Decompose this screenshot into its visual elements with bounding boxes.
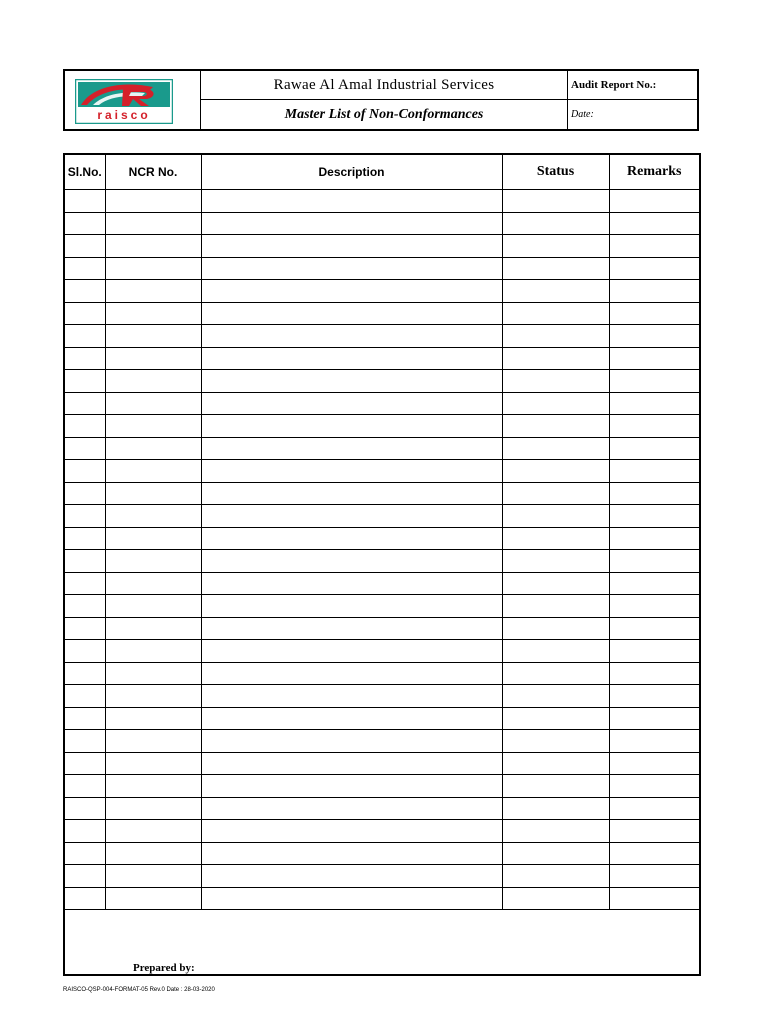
form-title-row xyxy=(201,100,567,129)
svg-text:raisco: raisco xyxy=(97,108,151,122)
status-cell[interactable] xyxy=(502,752,609,775)
status-cell[interactable] xyxy=(502,257,609,280)
sl-no-cell[interactable] xyxy=(64,527,105,550)
description-cell[interactable] xyxy=(201,437,502,460)
status-cell[interactable] xyxy=(502,460,609,483)
remarks-cell[interactable] xyxy=(609,302,700,325)
remarks-cell[interactable] xyxy=(609,482,700,505)
date-label: Date: xyxy=(571,109,594,120)
status-cell[interactable] xyxy=(502,212,609,235)
ncr-no-cell[interactable] xyxy=(105,460,201,483)
table-row xyxy=(64,235,700,258)
table-row xyxy=(64,595,700,618)
sl-no-cell[interactable] xyxy=(64,482,105,505)
ncr-no-cell[interactable] xyxy=(105,302,201,325)
description-cell[interactable] xyxy=(201,527,502,550)
status-cell[interactable] xyxy=(502,820,609,843)
sl-no-cell[interactable] xyxy=(64,887,105,910)
column-header-remarks: Remarks xyxy=(609,154,700,190)
remarks-cell[interactable] xyxy=(609,865,700,888)
sl-no-cell[interactable] xyxy=(64,775,105,798)
table-row xyxy=(64,752,700,775)
sl-no-cell[interactable] xyxy=(64,370,105,393)
sl-no-cell[interactable] xyxy=(64,212,105,235)
table-row xyxy=(64,190,700,213)
ncr-no-cell[interactable] xyxy=(105,347,201,370)
remarks-cell[interactable] xyxy=(609,370,700,393)
table-row xyxy=(64,572,700,595)
ncr-no-cell[interactable] xyxy=(105,505,201,528)
sl-no-cell[interactable] xyxy=(64,685,105,708)
sl-no-cell[interactable] xyxy=(64,325,105,348)
remarks-cell[interactable] xyxy=(609,437,700,460)
description-cell[interactable] xyxy=(201,640,502,663)
prepared-by-label: Prepared by: xyxy=(133,962,195,974)
ncr-no-cell[interactable] xyxy=(105,820,201,843)
prepared-by-cell[interactable] xyxy=(64,910,700,976)
column-header-description: Description xyxy=(201,154,502,190)
table-row xyxy=(64,437,700,460)
sl-no-cell[interactable] xyxy=(64,662,105,685)
ncr-no-cell[interactable] xyxy=(105,730,201,753)
ncr-no-cell[interactable] xyxy=(105,842,201,865)
sl-no-cell[interactable] xyxy=(64,550,105,573)
table-row xyxy=(64,685,700,708)
status-cell[interactable] xyxy=(502,595,609,618)
column-header-sl-no: Sl.No. xyxy=(64,154,105,190)
description-cell[interactable] xyxy=(201,235,502,258)
remarks-cell[interactable] xyxy=(609,640,700,663)
status-cell[interactable] xyxy=(502,392,609,415)
status-cell[interactable] xyxy=(502,640,609,663)
description-cell[interactable] xyxy=(201,662,502,685)
status-cell[interactable] xyxy=(502,887,609,910)
table-row xyxy=(64,550,700,573)
description-cell[interactable] xyxy=(201,685,502,708)
ncr-no-cell[interactable] xyxy=(105,640,201,663)
remarks-cell[interactable] xyxy=(609,325,700,348)
status-cell[interactable] xyxy=(502,302,609,325)
ncr-no-cell[interactable] xyxy=(105,482,201,505)
ncr-no-cell[interactable] xyxy=(105,437,201,460)
status-cell[interactable] xyxy=(502,550,609,573)
description-cell[interactable] xyxy=(201,775,502,798)
table-row xyxy=(64,392,700,415)
table-row xyxy=(64,280,700,303)
ncr-no-cell[interactable] xyxy=(105,707,201,730)
sl-no-cell[interactable] xyxy=(64,707,105,730)
table-row xyxy=(64,257,700,280)
ncr-no-cell[interactable] xyxy=(105,325,201,348)
description-cell[interactable] xyxy=(201,370,502,393)
ncr-no-cell[interactable] xyxy=(105,257,201,280)
description-cell[interactable] xyxy=(201,212,502,235)
remarks-cell[interactable] xyxy=(609,595,700,618)
table-row xyxy=(64,347,700,370)
status-cell[interactable] xyxy=(502,370,609,393)
status-cell[interactable] xyxy=(502,505,609,528)
remarks-cell[interactable] xyxy=(609,280,700,303)
table-header-row xyxy=(64,154,700,190)
ncr-no-cell[interactable] xyxy=(105,415,201,438)
ncr-no-cell[interactable] xyxy=(105,595,201,618)
table-row xyxy=(64,730,700,753)
remarks-cell[interactable] xyxy=(609,707,700,730)
remarks-cell[interactable] xyxy=(609,662,700,685)
remarks-cell[interactable] xyxy=(609,887,700,910)
description-cell[interactable] xyxy=(201,415,502,438)
sl-no-cell[interactable] xyxy=(64,865,105,888)
sl-no-cell[interactable] xyxy=(64,460,105,483)
remarks-cell[interactable] xyxy=(609,235,700,258)
remarks-cell[interactable] xyxy=(609,550,700,573)
ncr-no-cell[interactable] xyxy=(105,190,201,213)
status-cell[interactable] xyxy=(502,842,609,865)
table-row xyxy=(64,370,700,393)
remarks-cell[interactable] xyxy=(609,212,700,235)
sl-no-cell[interactable] xyxy=(64,595,105,618)
meta-cell xyxy=(568,71,697,129)
table-row xyxy=(64,302,700,325)
sl-no-cell[interactable] xyxy=(64,640,105,663)
ncr-no-cell[interactable] xyxy=(105,212,201,235)
table-row xyxy=(64,415,700,438)
ncr-no-cell[interactable] xyxy=(105,775,201,798)
remarks-cell[interactable] xyxy=(609,685,700,708)
form-header xyxy=(63,69,699,131)
company-name: Rawae Al Amal Industrial Services xyxy=(273,76,495,93)
form-title: Master List of Non-Conformances xyxy=(284,106,484,122)
description-cell[interactable] xyxy=(201,572,502,595)
description-cell[interactable] xyxy=(201,347,502,370)
sl-no-cell[interactable] xyxy=(64,302,105,325)
sl-no-cell[interactable] xyxy=(64,842,105,865)
table-row xyxy=(64,212,700,235)
ncr-no-cell[interactable] xyxy=(105,370,201,393)
description-cell[interactable] xyxy=(201,302,502,325)
status-cell[interactable] xyxy=(502,280,609,303)
ncr-no-cell[interactable] xyxy=(105,887,201,910)
status-cell[interactable] xyxy=(502,775,609,798)
prepared-by-row xyxy=(64,910,700,976)
remarks-cell[interactable] xyxy=(609,752,700,775)
status-cell[interactable] xyxy=(502,190,609,213)
sl-no-cell[interactable] xyxy=(64,797,105,820)
remarks-cell[interactable] xyxy=(609,820,700,843)
table-row xyxy=(64,775,700,798)
description-cell[interactable] xyxy=(201,482,502,505)
sl-no-cell[interactable] xyxy=(64,505,105,528)
table-row xyxy=(64,842,700,865)
sl-no-cell[interactable] xyxy=(64,820,105,843)
table-row xyxy=(64,797,700,820)
description-cell[interactable] xyxy=(201,505,502,528)
remarks-cell[interactable] xyxy=(609,775,700,798)
sl-no-cell[interactable] xyxy=(64,730,105,753)
remarks-cell[interactable] xyxy=(609,527,700,550)
description-cell[interactable] xyxy=(201,617,502,640)
raisco-logo xyxy=(75,79,173,124)
sl-no-cell[interactable] xyxy=(64,347,105,370)
status-cell[interactable] xyxy=(502,482,609,505)
table-row xyxy=(64,505,700,528)
status-cell[interactable] xyxy=(502,797,609,820)
description-cell[interactable] xyxy=(201,707,502,730)
sl-no-cell[interactable] xyxy=(64,190,105,213)
ncr-no-cell[interactable] xyxy=(105,752,201,775)
description-cell[interactable] xyxy=(201,730,502,753)
table-body xyxy=(64,190,700,910)
ncr-no-cell[interactable] xyxy=(105,572,201,595)
sl-no-cell[interactable] xyxy=(64,235,105,258)
remarks-cell[interactable] xyxy=(609,505,700,528)
status-cell[interactable] xyxy=(502,235,609,258)
remarks-cell[interactable] xyxy=(609,257,700,280)
table-row xyxy=(64,482,700,505)
sl-no-cell[interactable] xyxy=(64,752,105,775)
status-cell[interactable] xyxy=(502,527,609,550)
sl-no-cell[interactable] xyxy=(64,572,105,595)
description-cell[interactable] xyxy=(201,392,502,415)
date-field[interactable] xyxy=(568,100,697,129)
status-cell[interactable] xyxy=(502,617,609,640)
description-cell[interactable] xyxy=(201,797,502,820)
table-row xyxy=(64,460,700,483)
remarks-cell[interactable] xyxy=(609,842,700,865)
status-cell[interactable] xyxy=(502,662,609,685)
ncr-no-cell[interactable] xyxy=(105,865,201,888)
title-cell xyxy=(201,71,568,129)
sl-no-cell[interactable] xyxy=(64,280,105,303)
description-cell[interactable] xyxy=(201,595,502,618)
sl-no-cell[interactable] xyxy=(64,617,105,640)
audit-report-label: Audit Report No.: xyxy=(571,79,657,91)
description-cell[interactable] xyxy=(201,865,502,888)
description-cell[interactable] xyxy=(201,190,502,213)
status-cell[interactable] xyxy=(502,347,609,370)
description-cell[interactable] xyxy=(201,280,502,303)
remarks-cell[interactable] xyxy=(609,572,700,595)
status-cell[interactable] xyxy=(502,685,609,708)
sl-no-cell[interactable] xyxy=(64,392,105,415)
audit-report-field[interactable] xyxy=(568,71,697,100)
table-row xyxy=(64,640,700,663)
ncr-no-cell[interactable] xyxy=(105,797,201,820)
remarks-cell[interactable] xyxy=(609,415,700,438)
description-cell[interactable] xyxy=(201,550,502,573)
table-row xyxy=(64,865,700,888)
ncr-no-cell[interactable] xyxy=(105,235,201,258)
company-row xyxy=(201,71,567,100)
column-header-ncr-no: NCR No. xyxy=(105,154,201,190)
ncr-no-cell[interactable] xyxy=(105,662,201,685)
status-cell[interactable] xyxy=(502,730,609,753)
sl-no-cell[interactable] xyxy=(64,257,105,280)
ncr-no-cell[interactable] xyxy=(105,527,201,550)
column-header-status: Status xyxy=(502,154,609,190)
ncr-no-cell[interactable] xyxy=(105,280,201,303)
remarks-cell[interactable] xyxy=(609,347,700,370)
ncr-no-cell[interactable] xyxy=(105,617,201,640)
status-cell[interactable] xyxy=(502,572,609,595)
remarks-cell[interactable] xyxy=(609,797,700,820)
remarks-cell[interactable] xyxy=(609,617,700,640)
remarks-cell[interactable] xyxy=(609,460,700,483)
remarks-cell[interactable] xyxy=(609,190,700,213)
table-row xyxy=(64,662,700,685)
logo-cell xyxy=(65,71,201,129)
status-cell[interactable] xyxy=(502,415,609,438)
table-row xyxy=(64,617,700,640)
document-reference: RAISCO-QSP-004-FORMAT-05 Rev.0 Date : 28-03-2020 xyxy=(63,987,215,993)
remarks-cell[interactable] xyxy=(609,730,700,753)
status-cell[interactable] xyxy=(502,437,609,460)
table-row xyxy=(64,707,700,730)
sl-no-cell[interactable] xyxy=(64,415,105,438)
sl-no-cell[interactable] xyxy=(64,437,105,460)
status-cell[interactable] xyxy=(502,707,609,730)
table-row xyxy=(64,325,700,348)
status-cell[interactable] xyxy=(502,865,609,888)
ncr-no-cell[interactable] xyxy=(105,392,201,415)
ncr-table xyxy=(63,153,701,976)
description-cell[interactable] xyxy=(201,460,502,483)
remarks-cell[interactable] xyxy=(609,392,700,415)
description-cell[interactable] xyxy=(201,842,502,865)
ncr-no-cell[interactable] xyxy=(105,550,201,573)
table-row xyxy=(64,887,700,910)
status-cell[interactable] xyxy=(502,325,609,348)
description-cell[interactable] xyxy=(201,325,502,348)
description-cell[interactable] xyxy=(201,820,502,843)
ncr-no-cell[interactable] xyxy=(105,685,201,708)
description-cell[interactable] xyxy=(201,887,502,910)
description-cell[interactable] xyxy=(201,257,502,280)
table-row xyxy=(64,527,700,550)
description-cell[interactable] xyxy=(201,752,502,775)
table-row xyxy=(64,820,700,843)
